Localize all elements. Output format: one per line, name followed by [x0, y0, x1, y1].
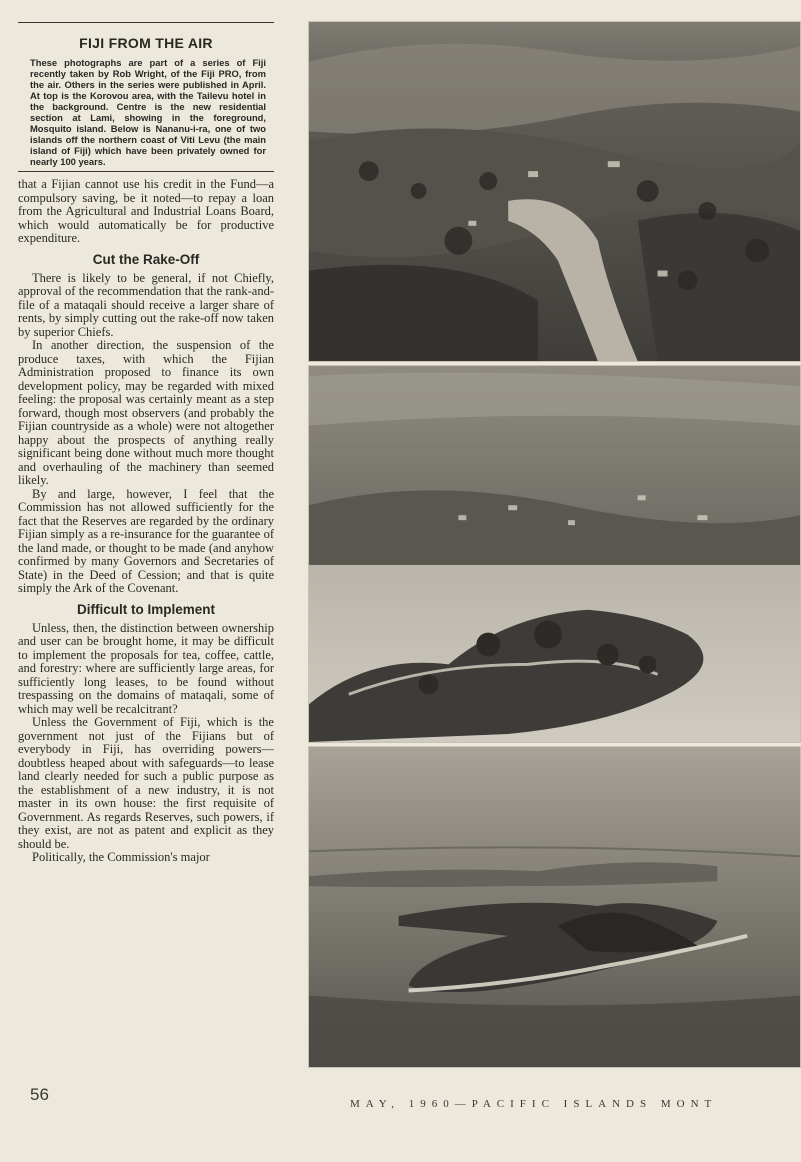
caption-rule [18, 171, 274, 172]
photo-column [308, 21, 801, 1071]
subheading-cut-the-rake-off: Cut the Rake-Off [92, 251, 200, 267]
lami-aerial-photo [308, 365, 801, 743]
article-paragraph: Politically, the Commission's major [32, 850, 210, 864]
page-number: 56 [30, 1085, 49, 1104]
korovou-aerial-photo [308, 21, 801, 362]
nananu-i-ra-aerial-photo [308, 746, 801, 1068]
running-footer: MAY, 1960—PACIFIC ISLANDS MONT [350, 1098, 718, 1110]
article-paragraph: Unless, then, the distinction between ownership and user can be brought home, it may be difficult to implement the proposals for tea, coffee, cattle, and forestry: where are sufficiently large areas, for sufficiently long leases, to be found without trespassing on the domains of mataqali, some of which may well be recalcitrant? [18, 620, 274, 716]
photo-caption-box [18, 35, 274, 167]
text-column [18, 22, 274, 865]
caption-title: FIJI FROM THE AIR [79, 35, 213, 51]
article-paragraph: that a Fijian cannot use his credit in the Fund—a compulsory saving, be it noted—to repay a loan from the Agricultural and Industrial Loans Board, which would automatically be for productive expenditure. [18, 177, 274, 245]
article-paragraph: In another direction, the suspension of the produce taxes, with which the Fijian Administration proposed to finance its own development policy, may be regarded with mixed feeling: the proposal was certainly meant as a step forward, though most observers (and probably the Fijian countryside as a whole) were not altogether happy about the prospects of anything really significant being done without much more thought and overhauling of the machinery than seemed likely. [18, 338, 274, 487]
article-paragraph: By and large, however, I feel that the Commission has not allowed sufficiently for the fact that the Reserves are regarded by the ordinary Fijian simply as a re-insurance for the guarantee of the land made, or thought to be made (and anyhow confirmed by many Governors and Secretaries of State) in the Deed of Cession; and that is quite simply the Ark of the Covenant. [18, 486, 274, 595]
subheading-difficult-to-implement: Difficult to Implement [77, 601, 215, 617]
article-paragraph: There is likely to be general, if not Chiefly, approval of the recommendation that the rank-and-file of a mataqali should receive a larger share of rents, by simply cutting out the rake-off now taken by superior Chiefs. [18, 270, 274, 339]
top-rule [18, 22, 274, 23]
caption-text: These photographs are part of a series of Fiji recently taken by Rob Wright, of the Fiji PRO, from the air. Others in the series were published in April. At top is the Korovou area, with the Tailevu hotel in the background. Centre is the new residential section at Lami, showing in the foreground, Mosquito island. Below is Nananu-i-ra, one of two islands off the northern coast of Viti Levu (the main island of Fiji) which have been privately owned for nearly 100 years. [30, 57, 266, 167]
article-paragraph: Unless the Government of Fiji, which is the government not just of the Fijians but of everybody in Fiji, has overriding powers—doubtless heaped about with safeguards—to lease land clearly needed for such a public purpose as the establishment of a new industry, it is not master in its own house: the first requisite of Government. As regards Reserves, such powers, if they exist, are not as patent and explicit as they should be. [18, 715, 274, 851]
